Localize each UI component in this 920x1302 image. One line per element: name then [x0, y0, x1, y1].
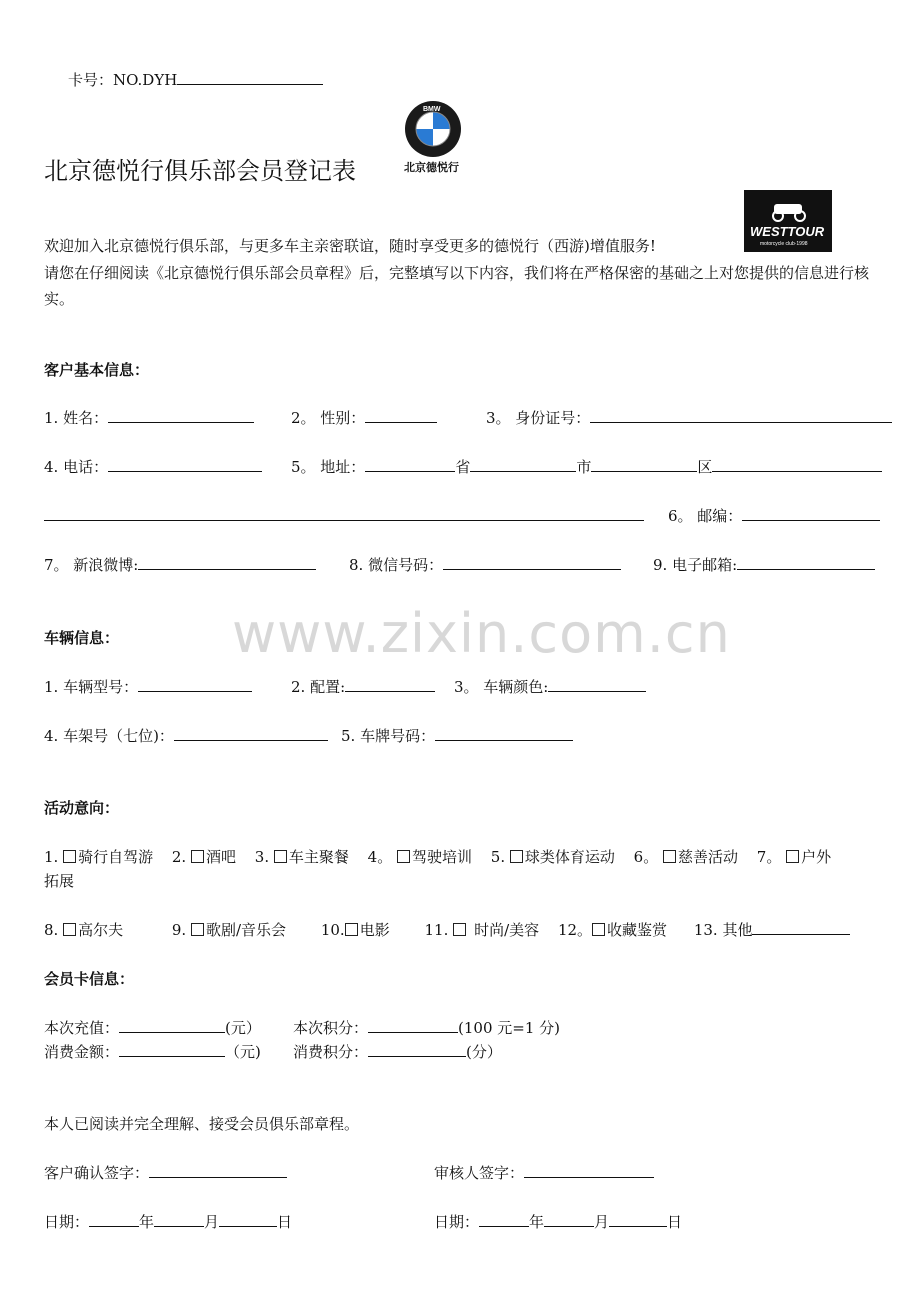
month-label: 月 [204, 1213, 220, 1231]
recharge-row [44, 1018, 261, 1038]
bmw-logo-caption: 北京德悦行 [404, 161, 459, 174]
activity-num: 4。 [367, 848, 397, 866]
activity-training: 驾驶培训 [411, 848, 472, 866]
id-label: 3。 身份证号： [486, 409, 591, 427]
customer-day-field[interactable] [219, 1212, 277, 1227]
activity-num: 11. [424, 921, 454, 939]
activity-ride: 骑行自驾游 [78, 848, 154, 866]
points-row [293, 1018, 560, 1038]
points-rule: (100 元=1 分) [458, 1019, 560, 1037]
svg-text:BMW: BMW [423, 106, 441, 113]
activity-num: 6。 [633, 848, 663, 866]
checkbox-fashion[interactable] [453, 923, 466, 936]
card-number-field[interactable] [177, 70, 323, 85]
day-label: 日 [277, 1213, 293, 1231]
zip-label: 6。 邮编： [668, 507, 743, 525]
card-heading: 会员卡信息： [44, 970, 135, 988]
activity-row-1 [44, 847, 831, 867]
customer-month-field[interactable] [154, 1212, 204, 1227]
name-label: 1. 姓名： [44, 409, 109, 427]
westtour-logo [744, 190, 832, 252]
checkbox-training[interactable] [397, 850, 410, 863]
card-number [68, 70, 323, 90]
year-label: 年 [139, 1213, 155, 1231]
config-field[interactable] [345, 677, 435, 692]
address-line-2 [44, 506, 644, 526]
district-field[interactable] [591, 457, 697, 472]
reviewer-date-row [434, 1212, 682, 1232]
intro-line-2: 请您在仔细阅读《北京德悦行俱乐部会员章程》后，完整填写以下内容，我们将在严格保密的基础之上对您提供的信息进行核实。 [44, 264, 870, 308]
recharge-field[interactable] [119, 1018, 225, 1033]
wechat-label: 8. 微信号码： [349, 556, 444, 574]
spend-points-unit: (分） [466, 1043, 502, 1061]
spend-points-field[interactable] [368, 1042, 466, 1057]
activity-num: 2. [171, 848, 191, 866]
year-label: 年 [529, 1213, 545, 1231]
checkbox-dinner[interactable] [274, 850, 287, 863]
checkbox-outdoor[interactable] [786, 850, 799, 863]
name-row [44, 408, 254, 428]
reviewer-signature-field[interactable] [524, 1163, 654, 1178]
bmw-roundel-icon [403, 100, 463, 158]
activity-collection: 收藏鉴赏 [607, 921, 668, 939]
activity-other-label: 13. 其他 [693, 921, 753, 939]
activity-num: 12。 [557, 921, 593, 939]
checkbox-bar[interactable] [191, 850, 204, 863]
city-field[interactable] [470, 457, 576, 472]
checkbox-opera[interactable] [191, 923, 204, 936]
province-label: 省 [455, 458, 471, 476]
intro-line-1: 欢迎加入北京德悦行俱乐部，与更多车主亲密联谊，随时享受更多的德悦行（西游)增值服务! [44, 237, 656, 255]
model-field[interactable] [138, 677, 252, 692]
activity-opera: 歌剧/音乐会 [205, 921, 287, 939]
bmw-logo [403, 100, 463, 160]
reviewer-month-field[interactable] [544, 1212, 594, 1227]
spend-row [44, 1042, 261, 1062]
activity-num: 10. [320, 921, 345, 939]
declaration: 本人已阅读并完全理解、接受会员俱乐部章程。 [44, 1115, 360, 1133]
day-label: 日 [667, 1213, 683, 1231]
date-label: 日期： [434, 1213, 480, 1231]
phone-label: 4. 电话： [44, 458, 109, 476]
color-row [454, 677, 646, 697]
config-row [291, 677, 435, 697]
month-label: 月 [594, 1213, 610, 1231]
name-field[interactable] [108, 408, 254, 423]
weibo-label: 7。 新浪微博: [44, 556, 139, 574]
activity-num: 5. [490, 848, 510, 866]
reviewer-signature-row [434, 1163, 654, 1183]
activity-sports: 球类体育运动 [524, 848, 615, 866]
province-field[interactable] [365, 457, 455, 472]
activity-charity: 慈善活动 [677, 848, 738, 866]
checkbox-movie[interactable] [345, 923, 358, 936]
address-detail-field[interactable] [712, 457, 882, 472]
frame-row [44, 726, 328, 746]
spend-label: 消费金额： [44, 1043, 120, 1061]
activity-row-2 [44, 920, 850, 940]
spend-points-row [293, 1042, 502, 1062]
checkbox-charity[interactable] [663, 850, 676, 863]
gender-row [291, 408, 437, 428]
gender-label: 2。 性别： [291, 409, 366, 427]
reviewer-signature-label: 审核人签字： [434, 1164, 525, 1182]
id-field[interactable] [590, 408, 892, 423]
checkbox-sports[interactable] [510, 850, 523, 863]
spend-field[interactable] [119, 1042, 225, 1057]
activity-movie: 电影 [359, 921, 390, 939]
config-label: 2. 配置: [291, 678, 346, 696]
checkbox-ride[interactable] [63, 850, 76, 863]
weibo-field[interactable] [138, 555, 316, 570]
district-label: 区 [697, 458, 713, 476]
activity-num: 8. [44, 921, 64, 939]
wechat-row [349, 555, 621, 575]
spend-points-label: 消费积分： [293, 1043, 369, 1061]
customer-year-field[interactable] [89, 1212, 139, 1227]
address-continue-field[interactable] [44, 506, 644, 521]
wechat-field[interactable] [443, 555, 621, 570]
activity-other-field[interactable] [752, 920, 850, 935]
recharge-unit: (元） [225, 1019, 261, 1037]
vehicle-heading: 车辆信息： [44, 629, 120, 647]
activity-outdoor: 户外 [801, 848, 832, 866]
email-label: 9. 电子邮箱: [653, 556, 738, 574]
frame-field[interactable] [174, 726, 328, 741]
city-label: 市 [576, 458, 592, 476]
zip-row [668, 506, 880, 526]
svg-text:WESTTOUR: WESTTOUR [750, 224, 825, 239]
recharge-label: 本次充值： [44, 1019, 120, 1037]
email-row [653, 555, 875, 575]
color-label: 3。 车辆颜色: [454, 678, 549, 696]
date-label: 日期： [44, 1213, 90, 1231]
frame-label: 4. 车架号（七位)： [44, 727, 174, 745]
customer-signature-field[interactable] [149, 1163, 287, 1178]
activity-num: 3. [254, 848, 274, 866]
activity-num: 9. [171, 921, 191, 939]
address-row [291, 457, 882, 477]
motorcycle-icon [744, 190, 832, 252]
model-label: 1. 车辆型号： [44, 678, 139, 696]
activity-golf: 高尔夫 [78, 921, 124, 939]
points-label: 本次积分： [293, 1019, 369, 1037]
activity-fashion: 时尚/美容 [474, 921, 540, 939]
weibo-row [44, 555, 316, 575]
points-field[interactable] [368, 1018, 458, 1033]
watermark: www.zixin.com.cn [232, 602, 731, 665]
plate-label: 5. 车牌号码： [341, 727, 436, 745]
email-field[interactable] [737, 555, 875, 570]
reviewer-year-field[interactable] [479, 1212, 529, 1227]
id-row [486, 408, 892, 428]
customer-date-row [44, 1212, 292, 1232]
phone-row [44, 457, 262, 477]
plate-field[interactable] [435, 726, 573, 741]
gender-field[interactable] [365, 408, 437, 423]
checkbox-collection[interactable] [592, 923, 605, 936]
basic-info-heading: 客户基本信息： [44, 361, 150, 379]
customer-signature-row [44, 1163, 287, 1183]
activity-num: 1. [44, 848, 64, 866]
phone-field[interactable] [108, 457, 262, 472]
svg-text:motorcycle club·1998: motorcycle club·1998 [760, 241, 808, 247]
address-label: 5。 地址： [291, 458, 366, 476]
spend-unit: （元) [225, 1043, 261, 1061]
plate-row [341, 726, 573, 746]
page-title: 北京德悦行俱乐部会员登记表 [44, 157, 356, 185]
activity-heading: 活动意向： [44, 799, 120, 817]
color-field[interactable] [548, 677, 646, 692]
activity-dinner: 车主聚餐 [288, 848, 349, 866]
card-number-label: 卡号：NO.DYH [68, 71, 178, 89]
checkbox-golf[interactable] [63, 923, 76, 936]
reviewer-day-field[interactable] [609, 1212, 667, 1227]
activity-bar: 酒吧 [205, 848, 236, 866]
customer-signature-label: 客户确认签字： [44, 1164, 150, 1182]
model-row [44, 677, 252, 697]
activity-outdoor-wrap: 拓展 [44, 872, 75, 890]
zip-field[interactable] [742, 506, 880, 521]
activity-num: 7。 [756, 848, 787, 866]
